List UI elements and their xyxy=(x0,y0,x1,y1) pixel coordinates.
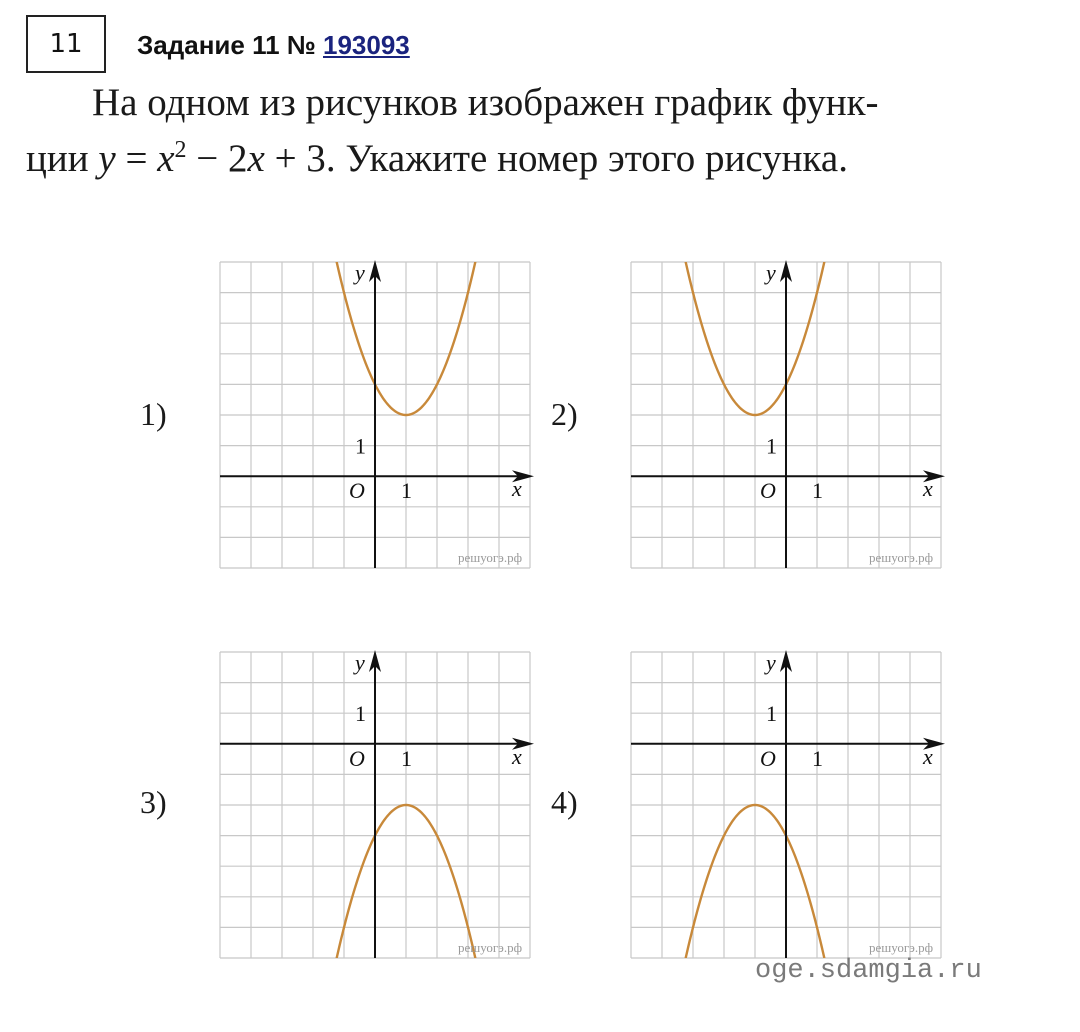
origin-label: O xyxy=(760,745,776,771)
y-tick-label: 1 xyxy=(766,433,777,459)
plot-2 xyxy=(631,262,941,568)
y-tick-label: 1 xyxy=(766,701,777,727)
plot-4 xyxy=(631,652,941,958)
formula-minus: − 2 xyxy=(186,137,248,180)
task-number: 11 xyxy=(49,29,83,59)
question-line-1: На одном из рисунков изображен график функ- xyxy=(92,81,879,124)
formula-x-linear: x xyxy=(247,137,265,180)
origin-label: O xyxy=(760,478,776,504)
task-heading xyxy=(137,30,410,61)
formula-tail: + 3 xyxy=(264,137,326,180)
task-id-link[interactable]: 193093 xyxy=(323,30,410,60)
corner-watermark: решуогэ.рф xyxy=(457,940,522,955)
corner-watermark: решуогэ.рф xyxy=(457,550,522,565)
task-number-box xyxy=(26,15,106,73)
y-tick-label: 1 xyxy=(355,433,366,459)
formula-x: x xyxy=(157,137,175,180)
formula-y: y xyxy=(98,137,116,180)
y-axis-label: y xyxy=(355,260,365,285)
question-prefix: ции xyxy=(26,137,99,180)
plot-1-label: 1) xyxy=(140,396,167,432)
question-suffix: . Укажите номер этого рисунка. xyxy=(325,137,848,180)
plot-3-label: 3) xyxy=(140,784,167,820)
site-watermark: oge.sdamgia.ru xyxy=(755,956,982,986)
x-axis-label: x xyxy=(512,743,522,769)
corner-watermark: решуогэ.рф xyxy=(868,550,933,565)
x-tick-label: 1 xyxy=(401,478,412,504)
y-axis-label: y xyxy=(766,260,776,285)
y-axis-label: y xyxy=(766,650,776,675)
x-axis-label: x xyxy=(923,476,933,502)
origin-label: O xyxy=(349,478,365,504)
task-heading-label: Задание 11 № xyxy=(137,30,323,60)
x-tick-label: 1 xyxy=(812,478,823,504)
corner-watermark: решуогэ.рф xyxy=(868,940,933,955)
x-axis-label: x xyxy=(923,743,933,769)
x-axis-label: x xyxy=(512,476,522,502)
formula xyxy=(98,137,325,180)
plot-3 xyxy=(220,652,530,958)
x-tick-label: 1 xyxy=(401,745,412,771)
y-axis-label: y xyxy=(355,650,365,675)
formula-eq: = xyxy=(115,137,158,180)
origin-label: O xyxy=(349,745,365,771)
plot-1 xyxy=(220,262,530,568)
y-tick-label: 1 xyxy=(355,701,366,727)
formula-power: 2 xyxy=(174,137,187,163)
plot-4-label: 4) xyxy=(551,784,578,820)
plot-2-label: 2) xyxy=(551,396,578,432)
x-tick-label: 1 xyxy=(812,745,823,771)
question-line-2 xyxy=(26,136,848,181)
